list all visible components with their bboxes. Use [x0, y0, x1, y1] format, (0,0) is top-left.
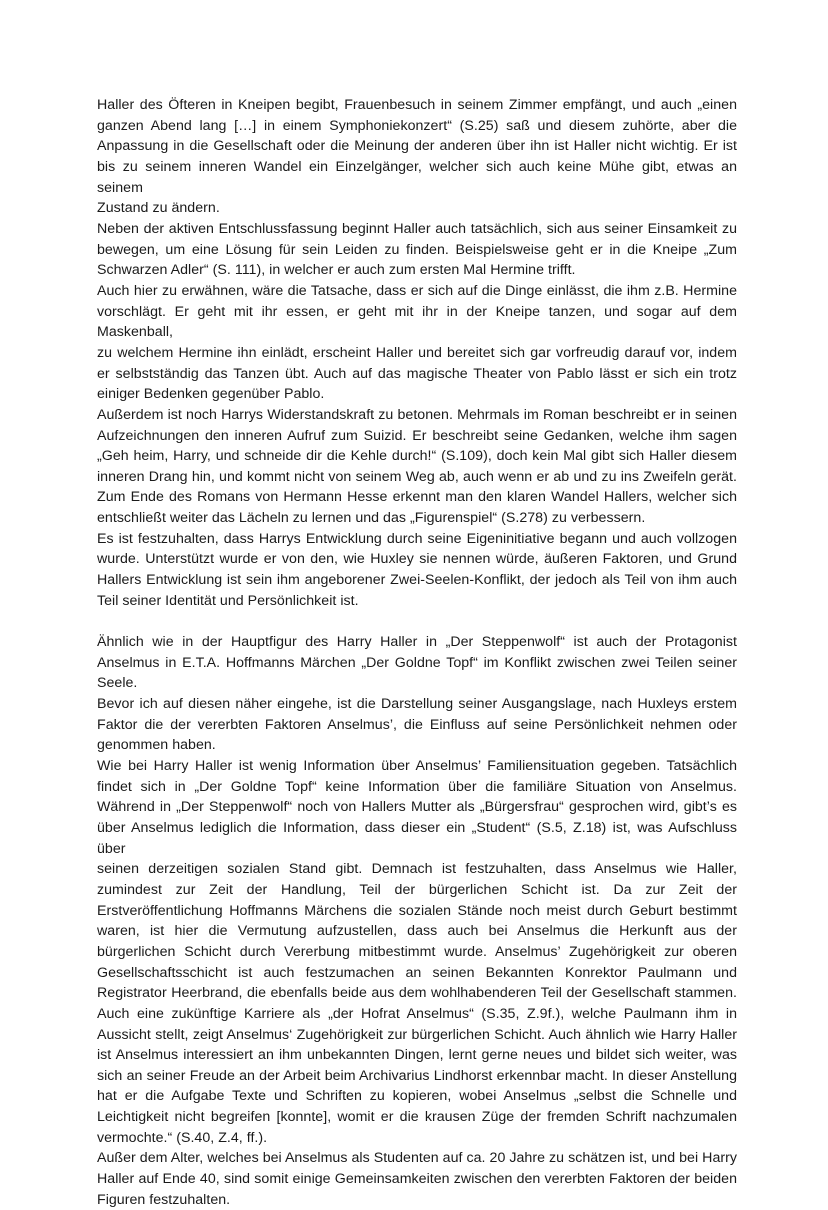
text-line: Teil seiner Identität und Persönlichkeit ist.	[97, 592, 359, 609]
text-line: seinen derzeitigen sozialen Stand gibt. Demnach ist festzuhalten, dass Anselmus wie Haller,	[97, 861, 737, 878]
text-line: Bevor ich auf diesen näher eingehe, ist die Darstellung seiner Ausgangslage, nach Huxleys erstem	[97, 696, 737, 713]
text-line: bewegen, um eine Lösung für sein Leiden zu finden. Beispielsweise geht er in die Kneipe „Zum	[97, 241, 737, 258]
text-line: zumindest zur Zeit der Handlung, Teil der bürgerlichen Schicht ist. Da zur Zeit der	[97, 881, 737, 898]
text-line: Haller auf Ende 40, sind somit einige Gemeinsamkeiten zwischen den vererbten Faktoren der beiden	[97, 1171, 737, 1188]
text-line: Außer dem Alter, welches bei Anselmus als Studenten auf ca. 20 Jahre zu schätzen ist, und bei Harry	[97, 1150, 737, 1167]
text-line: waren, ist hier die Vermutung aufzustellen, dass auch bei Anselmus die Herkunft aus der	[97, 923, 737, 940]
text-line: Hallers Entwicklung ist sein ihm angeborener Zwei-Seelen-Konflikt, der jedoch als Teil von ihm auch	[97, 572, 737, 589]
text-line: Auch eine zukünftige Karriere als „der Hofrat Anselmus“ (S.35, Z.9f.), welche Paulmann ihm in	[97, 1005, 737, 1022]
paragraph-p3	[97, 281, 737, 405]
text-line: vermochte.“ (S.40, Z.4, ff.).	[97, 1129, 268, 1146]
paragraph-gap	[97, 611, 737, 632]
paragraph-p5	[97, 529, 737, 612]
text-line: Schwarzen Adler“ (S. 111), in welcher er auch zum ersten Mal Hermine trifft.	[97, 262, 576, 279]
text-line: Figuren festzuhalten.	[97, 1191, 231, 1208]
paragraph-p7	[97, 694, 737, 756]
text-line: Es ist festzuhalten, dass Harrys Entwicklung durch seine Eigeninitiative begann und auch vollzogen	[97, 530, 737, 547]
paragraph-p8	[97, 756, 737, 1148]
text-line: hat er die Aufgabe Texte und Schriften zu kopieren, wobei Anselmus „selbst die Schnelle und	[97, 1088, 737, 1105]
text-line: Zum Ende des Romans von Hermann Hesse erkennt man den klaren Wandel Hallers, welcher sich	[97, 489, 737, 506]
text-line: Aussicht stellt, zeigt Anselmus‘ Zugehörigkeit zur bürgerlichen Schicht. Auch ähnlich wie Harry Haller	[97, 1026, 737, 1043]
text-line: sich an seiner Freude an der Arbeit beim Archivarius Lindhorst erkennbar macht. In dieser Anstellung	[97, 1067, 737, 1084]
paragraph-p2	[97, 219, 737, 281]
text-line: bis zu seinem inneren Wandel ein Einzelgänger, welcher sich auch keine Mühe gibt, etwas an seinem	[97, 158, 737, 196]
text-line: Leichtigkeit nicht begreifen [konnte], womit er die krausen Züge der fremden Schrift nachzumalen	[97, 1109, 737, 1126]
text-line: Seele.	[97, 675, 138, 692]
text-line: Wie bei Harry Haller ist wenig Information über Anselmus’ Familiensituation gegeben. Tatsächlich	[97, 757, 737, 774]
text-line: Zustand zu ändern.	[97, 200, 220, 217]
text-line: Anselmus in E.T.A. Hoffmanns Märchen „Der Goldne Topf“ im Konflikt zwischen zwei Teilen seiner	[97, 654, 737, 671]
document-page	[97, 95, 737, 1210]
text-line: einiger Bedenken gegenüber Pablo.	[97, 386, 325, 403]
text-line: Außerdem ist noch Harrys Widerstandskraft zu betonen. Mehrmals im Roman beschreibt er in seinen	[97, 406, 737, 423]
text-line: Erstveröffentlichung Hoffmanns Märchens die sozialen Stände noch meist durch Geburt bestimmt	[97, 902, 737, 919]
text-line: Registrator Heerbrand, die ebenfalls beide aus dem wohlhabenderen Teil der Gesellschaft stammen.	[97, 985, 737, 1002]
paragraph-p4	[97, 405, 737, 529]
text-line: Ähnlich wie in der Hauptfigur des Harry Haller in „Der Steppenwolf“ ist auch der Protagonist	[97, 634, 737, 651]
text-line: inneren Drang hin, und kommt nicht von seinem Weg ab, auch wenn er ab und zu ins Zweifeln gerät.	[97, 468, 737, 485]
text-line: ist Anselmus interessiert an ihm unbekannten Dingen, lernt gerne neues und bildet sich weiter, was	[97, 1047, 737, 1064]
text-line: entschließt weiter das Lächeln zu lernen und das „Figurenspiel“ (S.278) zu verbessern.	[97, 510, 646, 527]
text-line: Auch hier zu erwähnen, wäre die Tatsache, dass er sich auf die Dinge einlässt, die ihm z.B. Hermine	[97, 282, 737, 299]
text-line: zu welchem Hermine ihn einlädt, erscheint Haller und bereitet sich gar vorfreudig darauf vor, indem	[97, 344, 737, 361]
text-line: Faktor die der vererbten Faktoren Anselmus’, die Einfluss auf seine Persönlichkeit nehmen oder	[97, 716, 737, 733]
text-line: vorschlägt. Er geht mit ihr essen, er geht mit ihr in der Kneipe tanzen, und sogar auf dem Maskenball,	[97, 303, 737, 341]
text-line: ganzen Abend lang […] in einem Symphoniekonzert“ (S.25) saß und diesem zuhörte, aber die	[97, 117, 737, 134]
text-line: genommen haben.	[97, 737, 216, 754]
text-line: wurde. Unterstützt wurde er von den, wie Huxley sie nennen würde, äußeren Faktoren, und Grund	[97, 551, 737, 568]
paragraph-p9	[97, 1148, 737, 1210]
text-line: Während in „Der Steppenwolf“ noch von Hallers Mutter als „Bürgersfrau“ gesprochen wird, gibt’s es	[97, 799, 737, 816]
text-line: Neben der aktiven Entschlussfassung beginnt Haller auch tatsächlich, sich aus seiner Einsamkeit zu	[97, 220, 737, 237]
paragraph-p6	[97, 632, 737, 694]
text-line: er selbstständig das Tanzen übt. Auch auf das magische Theater von Pablo lässt er sich ein trotz	[97, 365, 737, 382]
text-line: Aufzeichnungen den inneren Aufruf zum Suizid. Er beschreibt seine Gedanken, welche ihm sagen	[97, 427, 737, 444]
text-line: Anpassung in die Gesellschaft oder die Meinung der anderen über ihn ist Haller nicht wichtig. Er ist	[97, 138, 737, 155]
text-line: über Anselmus lediglich die Information, dass dieser ein „Student“ (S.5, Z.18) ist, was Aufschluss über	[97, 819, 737, 857]
text-line: bürgerlichen Schicht durch Vererbung mitbestimmt wurde. Anselmus’ Zugehörigkeit zur oberen	[97, 943, 737, 960]
text-line: findet sich in „Der Goldne Topf“ keine Information über die familiäre Situation von Anselmus.	[97, 778, 737, 795]
text-line: Haller des Öfteren in Kneipen begibt, Frauenbesuch in seinem Zimmer empfängt, und auch „einen	[97, 97, 737, 113]
text-line: „Geh heim, Harry, und schneide dir die Kehle durch!“ (S.109), doch kein Mal gibt sich Haller diesem	[97, 448, 737, 465]
paragraph-p1	[97, 95, 737, 219]
text-line: Gesellschaftsschicht ist auch festzumachen an seinen Bekannten Konrektor Paulmann und	[97, 964, 737, 981]
